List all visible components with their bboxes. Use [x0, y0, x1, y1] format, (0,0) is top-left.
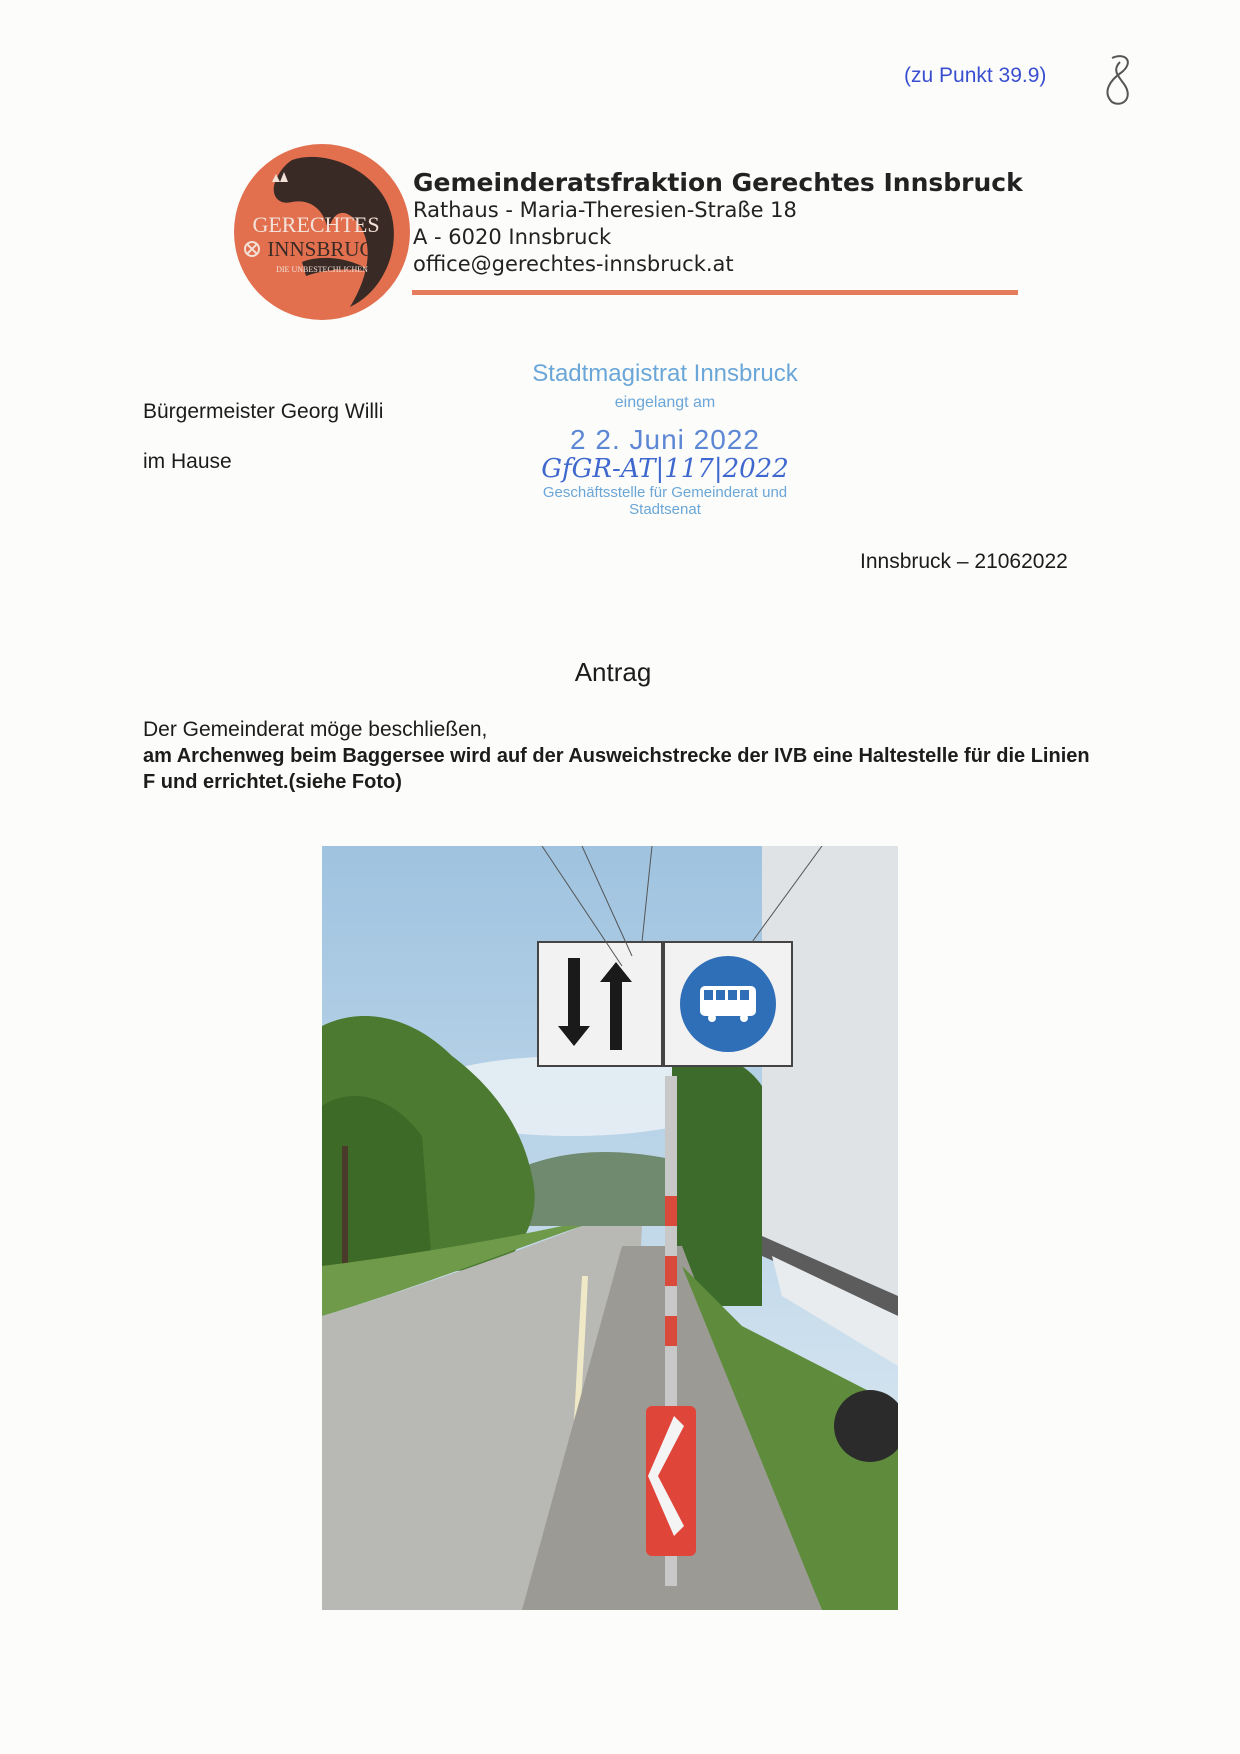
- letterhead-city: A - 6020 Innsbruck: [413, 225, 612, 249]
- date-line: Innsbruck – 21062022: [860, 550, 1068, 573]
- letterhead-email: office@gerechtes-innsbruck.at: [413, 252, 734, 276]
- letterhead-organization: Gemeinderatsfraktion Gerechtes Innsbruck: [413, 168, 1023, 197]
- stamp-subtitle: eingelangt am: [614, 394, 716, 411]
- street-photo: [322, 846, 898, 1610]
- stamp-handwritten-reference: GfGR-AT|117|2022: [541, 454, 789, 484]
- truck-trailer: [762, 846, 898, 1296]
- document-heading: Antrag: [574, 657, 652, 687]
- stamp-title: Stadtmagistrat Innsbruck: [532, 360, 798, 387]
- letterhead-rule: [412, 290, 1018, 295]
- stamp-office: Geschäftsstelle für Gemeinderat und Stadtsenat: [542, 484, 788, 518]
- two-way-traffic-icon: [538, 942, 662, 1066]
- recipient-location: im Hause: [143, 450, 232, 473]
- letterhead-address: Rathaus - Maria-Theresien-Straße 18: [413, 198, 797, 222]
- logo-text-line2: INNSBRUCK: [267, 237, 389, 261]
- receipt-stamp: [515, 356, 815, 516]
- motion-text: am Archenweg beim Baggersee wird auf der Ausweichstrecke der IVB eine Haltestelle für die Linien F und errichtet.(siehe Foto): [143, 745, 1090, 793]
- motion-intro: Der Gemeinderat möge beschließen,: [143, 718, 488, 741]
- stamp-date: 2 2. Juni 2022: [570, 424, 760, 455]
- handwritten-page-number: [1098, 52, 1148, 108]
- logo-tagline: DIE UNBESTECHLICHEN: [276, 265, 368, 274]
- reference-note: (zu Punkt 39.9): [904, 64, 1047, 87]
- recipient-name: Bürgermeister Georg Willi: [143, 400, 384, 423]
- logo-text-line1: GERECHTES: [252, 212, 380, 237]
- party-logo: [232, 142, 412, 322]
